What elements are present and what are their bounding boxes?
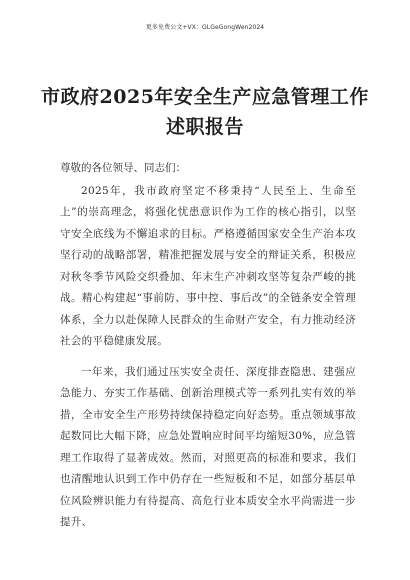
paragraph: 一年来，我们通过压实安全责任、深度排查隐患、建强应急能力、夯实工作基础、创新治理模式等一系列扎实有效的举措，全市安全生产形势持续保持稳定向好态势。重点领域事故起数同比大幅下降，应急处置响应时间平均缩短30%，应急管理工作取得了显著成效。然而，对照更高的标准和要求，我们也清醒地认识到工作中仍存在一些短板和不足，如部分基层单位风险辨识能力有待提高、高危行业本质安全水平尚需进一步提升、 (60, 365, 356, 528)
paragraph: 2025年，我市政府坚定不移秉持“人民至上、生命至上”的崇高理念，将强化忧患意识作为工作的核心指引，以坚守安全底线为不懈追求的目标。严格遵循国家安全生产治本攻坚行动的战略部署，精准把握发展与安全的辩证关系，积极应对秋冬季节风险交织叠加、年末生产冲刺攻坚等复杂严峻的挑战。精心构建起“事前防、事中控、事后改”的全链条安全管理体系，全力以赴保障人民群众的生命财产安全，有力推动经济社会的平稳健康发展。 (60, 184, 356, 347)
salutation: 尊敬的各位领导、同志们： (60, 162, 186, 174)
header-note: 更多免费公文+VX：GLGeGongWen2024 (145, 24, 265, 31)
document-body (60, 158, 356, 543)
document-title: 市政府2025年安全生产应急管理工作述职报告 (41, 86, 369, 138)
